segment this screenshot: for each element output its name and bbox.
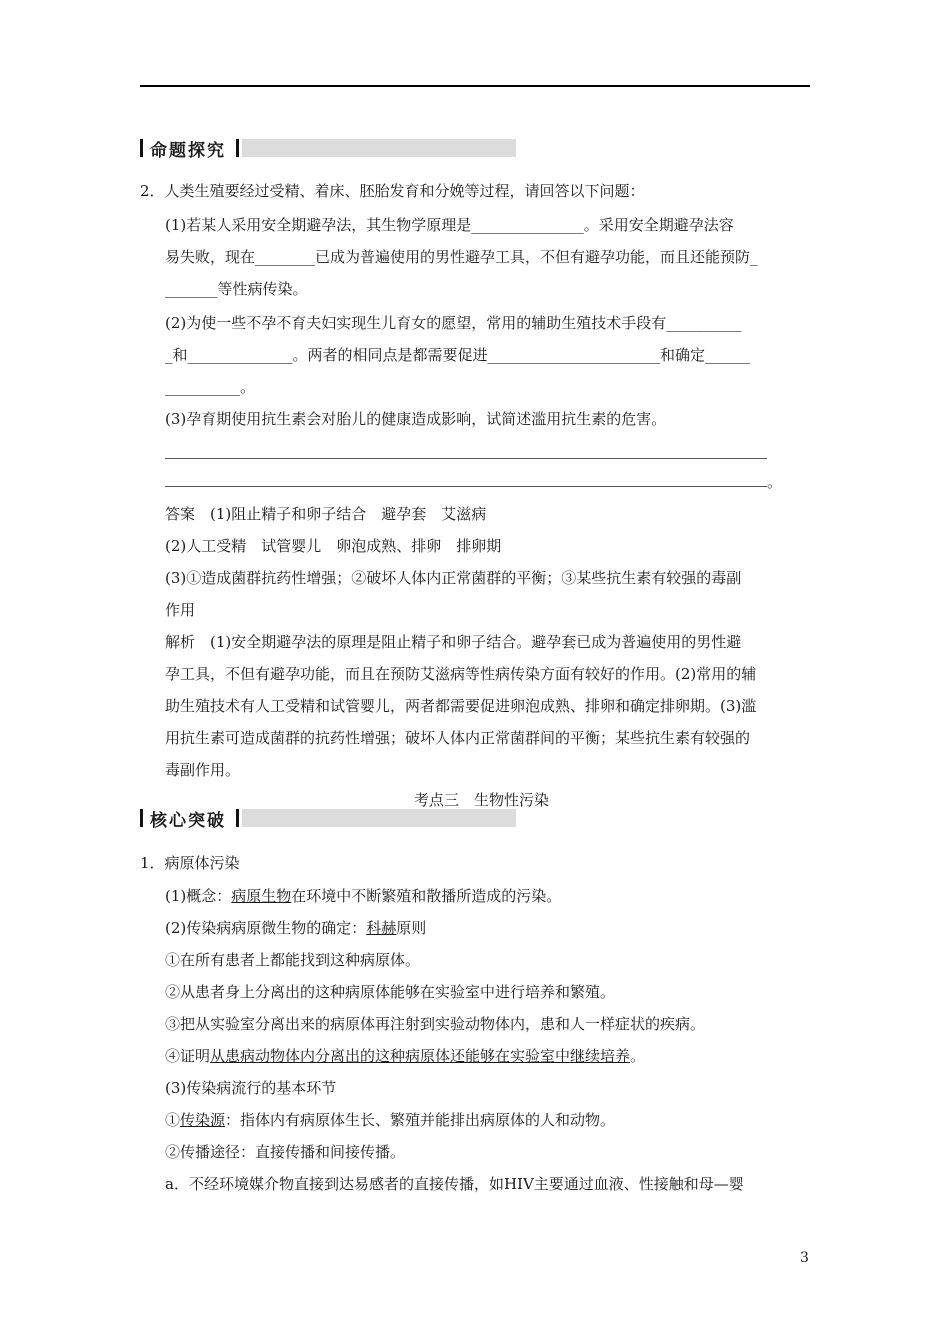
page-number: 3 bbox=[800, 1250, 809, 1266]
analysis-line-2: 孕工具，不但有避孕功能，而且在预防艾滋病等性病传染方面有较好的作用。(2)常用的辅 bbox=[165, 665, 757, 683]
answer-line-2: (2)人工受精 试管婴儿 卵泡成熟、排卵 排卵期 bbox=[165, 537, 502, 555]
analysis-line-3: 助生殖技术有人工受精和试管婴儿，两者都需要促进卵泡成熟、排卵和确定排卵期。(3)滥 bbox=[165, 697, 757, 715]
answer-line-1: 答案 (1)阻止精子和卵子结合 避孕套 艾滋病 bbox=[165, 505, 487, 523]
question-part2-line3: __________。 bbox=[165, 378, 256, 396]
top-rule bbox=[140, 85, 810, 87]
text-fragment: 。 bbox=[630, 1047, 646, 1065]
underlined-term: 从患病动物体内分离出的这种病原体还能够在实验室中继续培养 bbox=[210, 1047, 631, 1065]
core-transmission-route: ②传播途径：直接传播和间接传播。 bbox=[165, 1143, 406, 1161]
core-transmission-heading: (3)传染病流行的基本环节 bbox=[165, 1079, 337, 1097]
text-fragment: (1)概念： bbox=[165, 887, 232, 905]
answer-blank-period: 。 bbox=[767, 473, 783, 491]
header-bar-left bbox=[140, 809, 143, 827]
question-part3-line1: (3)孕育期使用抗生素会对胎儿的健康造成影响，试简述滥用抗生素的危害。 bbox=[165, 410, 667, 428]
section-header-label: 命题探究 bbox=[150, 141, 226, 161]
core-item-3: ③把从实验室分离出来的病原体再注射到实验动物体内，患和人一样症状的疾病。 bbox=[165, 1015, 706, 1033]
question-part2-line2: _和______________。两者的相同点是都需要促进_______________________和确定______ bbox=[165, 346, 751, 364]
answer-blank-line-2 bbox=[165, 486, 767, 487]
question-part1-line1: (1)若某人采用安全期避孕法，其生物学原理是_______________。采用安全期避孕法容 bbox=[165, 216, 734, 234]
answer-line-4: 作用 bbox=[165, 601, 196, 619]
core-infection-source bbox=[165, 1110, 615, 1130]
topic-title: 考点三 生物性污染 bbox=[414, 791, 550, 809]
analysis-line-1: 解析 (1)安全期避孕法的原理是阻止精子和卵子结合。避孕套已成为普遍使用的男性避 bbox=[165, 633, 742, 651]
text-fragment: ：指体内有病原体生长、繁殖并能排出病原体的人和动物。 bbox=[225, 1111, 616, 1129]
question-part1-line3: _______等性病传染。 bbox=[165, 280, 308, 298]
section-header-label: 核心突破 bbox=[150, 811, 226, 831]
text-fragment: 原则 bbox=[396, 919, 427, 937]
text-fragment: (2)传染病病原微生物的确定： bbox=[165, 919, 367, 937]
header-bar-right bbox=[236, 809, 239, 827]
header-gray-band bbox=[242, 139, 516, 157]
section-header-core bbox=[140, 808, 516, 831]
question-part1-line2: 易失败，现在________已成为普遍使用的男性避孕工具，不但有避孕功能，而且还能预防_ bbox=[165, 248, 758, 266]
answer-blank-line-1 bbox=[165, 458, 767, 459]
core-koch-principle bbox=[165, 918, 426, 938]
underlined-term: 病原生物 bbox=[231, 887, 292, 905]
text-fragment: ① bbox=[165, 1111, 181, 1129]
underlined-term: 科赫 bbox=[366, 919, 397, 937]
question-part2-line1: (2)为使一些不孕不育夫妇实现生儿育女的愿望，常用的辅助生殖技术手段有__________ bbox=[165, 314, 742, 332]
analysis-line-4: 用抗生素可造成菌群的抗药性增强；破坏人体内正常菌群间的平衡；某些抗生素有较强的 bbox=[165, 729, 751, 747]
header-bar-right bbox=[236, 139, 239, 157]
answer-line-3: (3)①造成菌群抗药性增强；②破坏人体内正常菌群的平衡；③某些抗生素有较强的毒副 bbox=[165, 569, 742, 587]
core-heading: 1．病原体污染 bbox=[140, 854, 240, 872]
core-item-1: ①在所有患者上都能找到这种病原体。 bbox=[165, 951, 421, 969]
core-direct-transmission: a．不经环境媒介物直接到达易感者的直接传播，如HIV主要通过血液、性接触和母—婴 bbox=[165, 1175, 744, 1193]
header-gray-band bbox=[242, 809, 516, 827]
text-fragment: 在环境中不断繁殖和散播所造成的污染。 bbox=[291, 887, 562, 905]
underlined-term: 传染源 bbox=[180, 1111, 226, 1129]
core-item-4 bbox=[165, 1046, 645, 1066]
core-concept bbox=[165, 886, 561, 906]
header-bar-left bbox=[140, 139, 143, 157]
question-stem: 2．人类生殖要经过受精、着床、胚胎发育和分娩等过程，请回答以下问题： bbox=[140, 182, 645, 200]
section-header-proposition bbox=[140, 138, 516, 161]
core-item-2: ②从患者身上分离出的这种病原体能够在实验室中进行培养和繁殖。 bbox=[165, 983, 616, 1001]
analysis-line-5: 毒副作用。 bbox=[165, 761, 241, 779]
text-fragment: ④证明 bbox=[165, 1047, 211, 1065]
